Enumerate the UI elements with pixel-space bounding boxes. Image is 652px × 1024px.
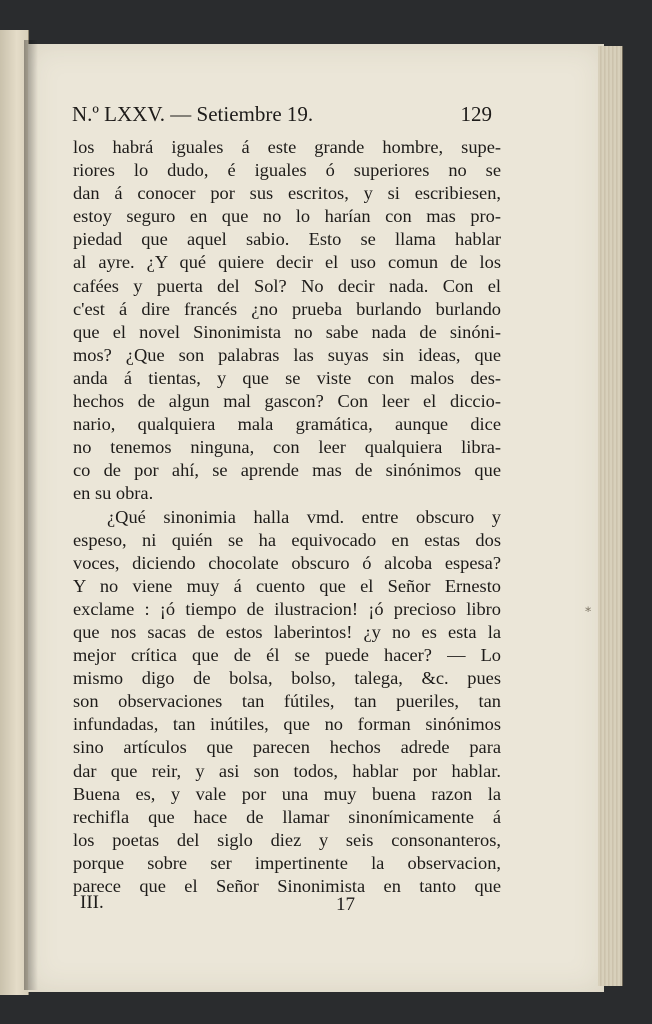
text-line: espeso, ni quién se ha equivocado en estas dos: [73, 529, 501, 550]
text-line: mejor crítica que de él se puede hacer? — Lo: [73, 645, 501, 666]
text-line: mos? ¿Que son palabras las suyas sin ideas, que: [73, 344, 501, 365]
signature-mark: III.: [80, 892, 104, 913]
text-line: los habrá iguales á este grande hombre, supe-: [73, 137, 501, 157]
page-footer: [80, 892, 380, 918]
page-edges: [598, 46, 623, 986]
text-line: estoy seguro en que no lo harían con mas pro-: [73, 206, 501, 227]
text-line: c'est á dire francés ¿no prueba burlando burlando: [73, 298, 501, 319]
text-line: co de por ahí, se aprende mas de sinónimos que: [73, 460, 501, 481]
text-line: dar que reir, y asi son todos, hablar por hablar.: [73, 760, 501, 781]
text-line: ¿Qué sinonimia halla vmd. entre obscuro y: [107, 506, 501, 527]
text-line: anda á tientas, y que se viste con malos des-: [73, 367, 501, 388]
text-line: cafées y puerta del Sol? No decir nada. Con el: [73, 275, 501, 296]
running-header: [72, 102, 492, 130]
text-line: en su obra.: [73, 483, 154, 504]
text-line: Buena es, y vale por una muy buena razon la: [73, 783, 501, 804]
text-line: mismo digo de bolsa, bolso, talega, &c. pues: [73, 668, 501, 689]
body-text: [73, 136, 501, 898]
text-line: Y no viene muy á cuento que el Señor Ernesto: [73, 575, 501, 596]
text-line: hechos de algun mal gascon? Con leer el diccio-: [73, 391, 501, 412]
text-line: voces, diciendo chocolate obscuro ó alcoba espesa?: [73, 552, 501, 573]
text-line: porque sobre ser impertinente la observacion,: [73, 852, 501, 873]
text-line: parece que el Señor Sinonimista en tanto que: [73, 876, 501, 896]
text-line: dan á conocer por sus escritos, y si escribiesen,: [73, 183, 501, 204]
text-line: infundadas, tan inútiles, que no forman sinónimos: [73, 714, 501, 735]
text-line: son observaciones tan fútiles, tan pueriles, tan: [73, 691, 501, 712]
text-line: exclame : ¡ó tiempo de ilustracion! ¡ó precioso libro: [73, 598, 501, 619]
spine-shadow: [24, 40, 38, 990]
text-line: al ayre. ¿Y qué quiere decir el uso comun de los: [73, 252, 501, 273]
sheet-number: 17: [336, 894, 355, 915]
text-line: rechifla que hace de llamar sinonímicamente á: [73, 806, 501, 827]
text-line: que el novel Sinonimista no sabe nada de sinóni-: [73, 321, 501, 342]
text-line: sino artículos que parecen hechos adrede para: [73, 737, 501, 758]
text-line: no tenemos ninguna, con leer qualquiera libra-: [73, 437, 501, 458]
text-line: nario, qualquiera mala gramática, aunque dice: [73, 414, 501, 435]
page-number: 129: [460, 102, 492, 126]
text-line: los poetas del siglo diez y seis consonanteros,: [73, 829, 501, 850]
header-title: N.º LXXV. — Setiembre 19.: [72, 102, 314, 126]
ink-speck: ∗: [584, 602, 593, 616]
text-line: que nos sacas de estos laberintos! ¿y no es esta la: [73, 621, 501, 642]
text-line: riores lo dudo, é iguales ó superiores no se: [73, 160, 501, 181]
text-line: piedad que aquel sabio. Esto se llama hablar: [73, 229, 501, 250]
